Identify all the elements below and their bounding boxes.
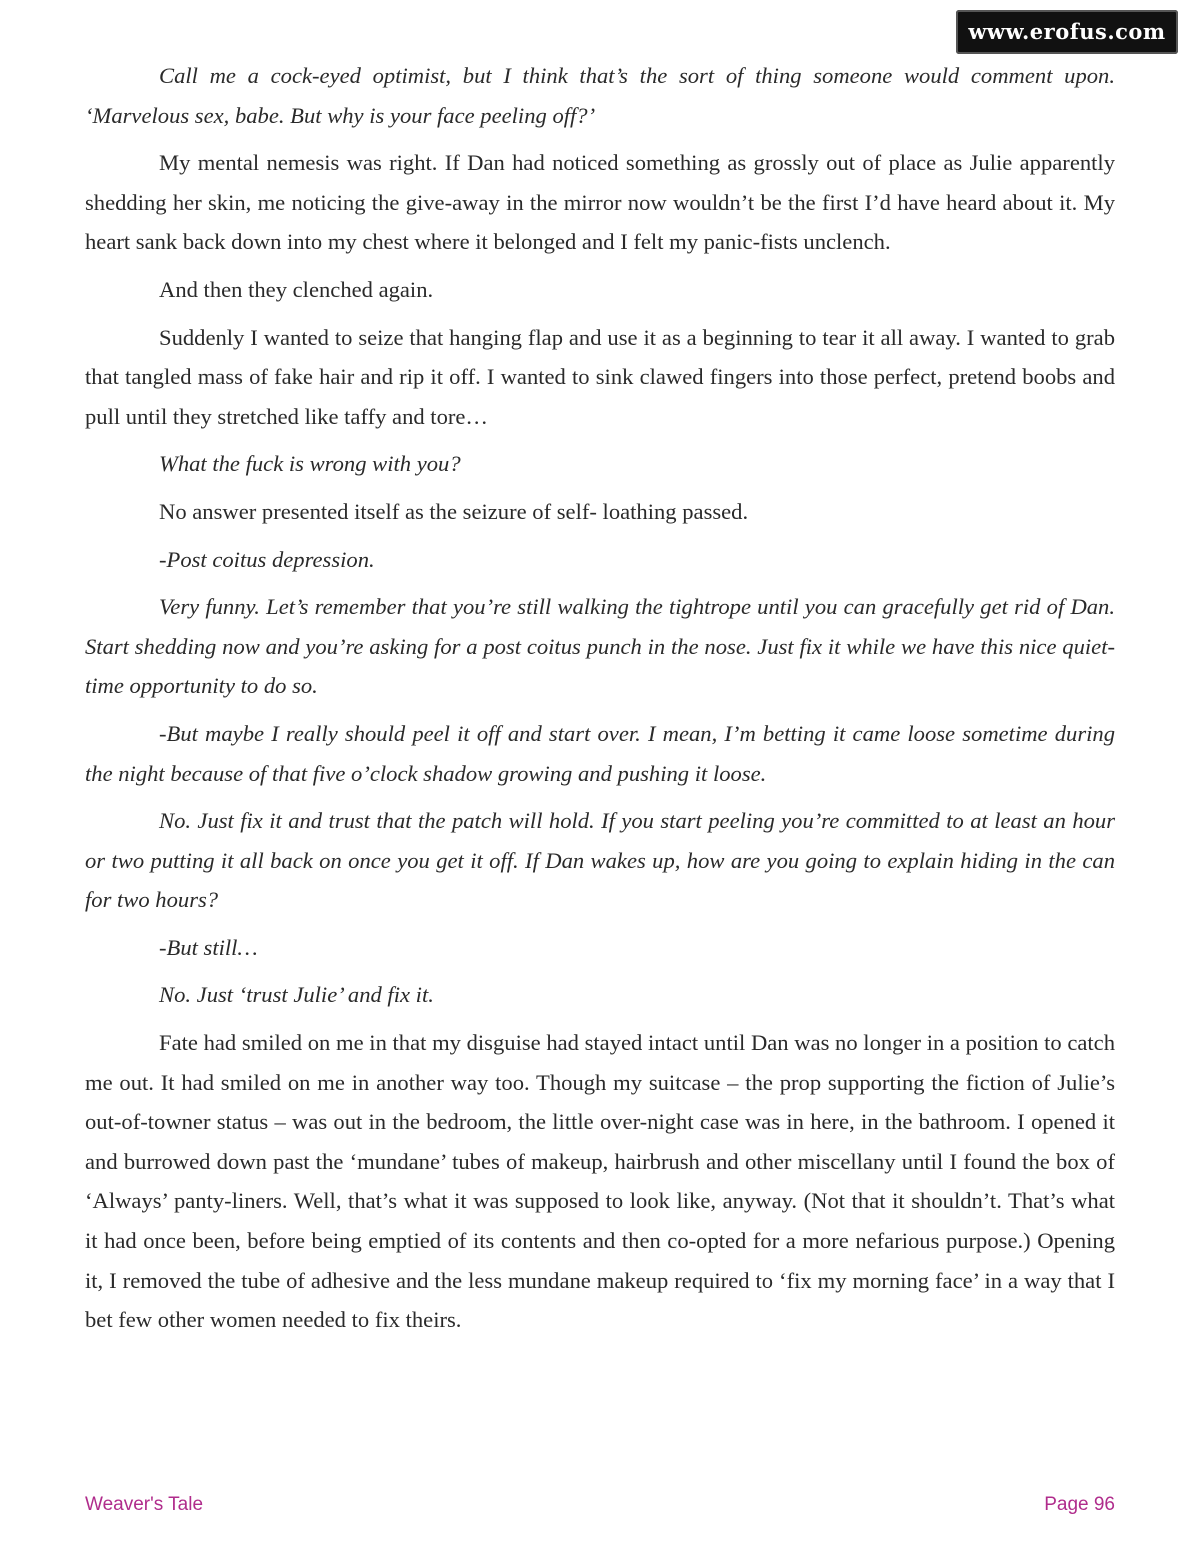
footer-book-title: Weaver's Tale [85, 1494, 204, 1515]
paragraph: Suddenly I wanted to seize that hanging flap and use it as a beginning to tear it all away. I wanted to grab that tangled mass of fake hair and rip it off. I wanted to sink clawed fingers into those perfect, pretend boobs and pull until they stretched like taffy and tore… [85, 324, 1115, 429]
footer-page-number: Page 96 [1044, 1494, 1115, 1515]
paragraph: No. Just ‘trust Julie’ and fix it. [159, 982, 434, 1008]
watermark-logo: www.erofus.com [956, 10, 1178, 54]
page-body [85, 56, 1115, 1348]
paragraph: No answer presented itself as the seizure of self- loathing passed. [159, 498, 749, 524]
paragraph: Very funny. Let’s remember that you’re still walking the tightrope until you can gracefully get rid of Dan. Start shedding now and you’re asking for a post coitus punch in the nose. Just fix it while we have this nice quiet-time opportunity to do so. [85, 594, 1115, 699]
paragraph: And then they clenched again. [159, 276, 434, 302]
paragraph: -But maybe I really should peel it off and start over. I mean, I’m betting it came loose sometime during the night because of that five o’clock shadow growing and pushing it loose. [85, 720, 1115, 786]
paragraph: Fate had smiled on me in that my disguise had stayed intact until Dan was no longer in a position to catch me out. It had smiled on me in another way too. Though my suitcase – the prop supporting the fiction of Julie’s out-of-towner status – was out in the bedroom, the little over-night case was in here, in the bathroom. I opened it and burrowed down past the ‘mundane’ tubes of makeup, hairbrush and other miscellany until I found the box of ‘Always’ panty-liners. Well, that’s what it was supposed to look like, anyway. (Not that it shouldn’t. That’s what it had once been, before being emptied of its contents and then co-opted for a more nefarious purpose.) Opening it, I removed the tube of adhesive and the less mundane makeup required to ‘fix my morning face’ in a way that I bet few other women needed to fix theirs. [85, 1030, 1115, 1333]
paragraph: What the fuck is wrong with you? [159, 451, 461, 477]
paragraph: Call me a cock-eyed optimist, but I think that’s the sort of thing someone would comment upon. ‘Marvelous sex, babe. But why is your face peeling off?’ [85, 63, 1115, 128]
paragraph: -Post coitus depression. [159, 546, 375, 572]
paragraph: My mental nemesis was right. If Dan had noticed something as grossly out of place as Julie apparently shedding her skin, me noticing the give-away in the mirror now wouldn’t be the first I’d have heard about it. My heart sank back down into my chest where it belonged and I felt my panic-fists unclench. [85, 150, 1115, 255]
paragraph: No. Just fix it and trust that the patch will hold. If you start peeling you’re committed to at least an hour or two putting it all back on once you get it off. If Dan wakes up, how are you going to explain hiding in the can for two hours? [85, 808, 1115, 913]
paragraph: -But still… [159, 934, 258, 960]
